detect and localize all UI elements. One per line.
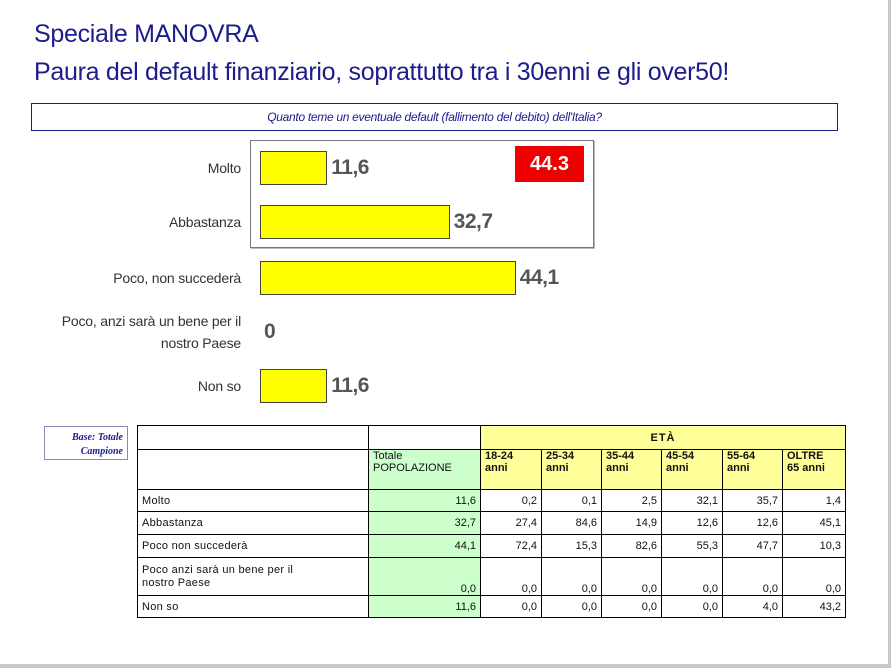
category-label: Poco, non succederà (113, 270, 241, 286)
column-header: Totale POPOLAZIONE (369, 450, 481, 490)
table-cell: 1,4 (783, 490, 846, 512)
category-label: Abbastanza (169, 214, 241, 230)
table-cell: 0,0 (723, 558, 783, 596)
category-label: Molto (207, 160, 241, 176)
table-cell: 0,0 (481, 596, 542, 618)
page-title: Speciale MANOVRA (34, 20, 259, 48)
table-cell: 0,0 (662, 558, 723, 596)
table-cell: 0,0 (783, 558, 846, 596)
bar (260, 369, 327, 403)
table-body (138, 490, 846, 618)
survey-question: Quanto teme un eventuale default (fallimento del debito) dell'Italia? (31, 103, 838, 131)
bar-value-label: 44,1 (519, 266, 559, 289)
table-cell: 32,1 (662, 490, 723, 512)
eta-header: ETÀ (481, 426, 846, 450)
table-cell: 11,6 (369, 490, 481, 512)
bar-value-label: 11,6 (331, 156, 369, 179)
page-subtitle: Paura del default finanziario, soprattutto tra i 30enni e gli over50! (34, 58, 730, 86)
column-header: 25-34 anni (542, 450, 602, 490)
table-cell: 2,5 (602, 490, 662, 512)
bar-value-label: 32,7 (453, 210, 493, 233)
row-label: Molto (138, 490, 369, 512)
column-header: 45-54 anni (662, 450, 723, 490)
table-cell: 27,4 (481, 512, 542, 535)
table-cell: 0,0 (602, 596, 662, 618)
table-cell: 35,7 (723, 490, 783, 512)
bar (260, 151, 327, 185)
column-header: OLTRE 65 anni (783, 450, 846, 490)
table-cell: 84,6 (542, 512, 602, 535)
table-cell: 0,0 (369, 558, 481, 596)
table-cell: 15,3 (542, 535, 602, 558)
table-corner-cell (138, 426, 369, 450)
table-cell: 11,6 (369, 596, 481, 618)
table-cell: 14,9 (602, 512, 662, 535)
category-label: Non so (197, 378, 241, 394)
table-cell: 0,0 (602, 558, 662, 596)
table-cell: 45,1 (783, 512, 846, 535)
table-cell: 12,6 (723, 512, 783, 535)
row-label: Poco non succederà (138, 535, 369, 558)
table-row (138, 490, 846, 512)
bar-value-label: 11,6 (331, 374, 369, 397)
table-cell: 0,0 (662, 596, 723, 618)
table-cell: 44,1 (369, 535, 481, 558)
column-header: 55-64 anni (723, 450, 783, 490)
table-cell: 82,6 (602, 535, 662, 558)
table-cell: 0,2 (481, 490, 542, 512)
bar (260, 261, 516, 295)
table-cell: 72,4 (481, 535, 542, 558)
table-row (138, 535, 846, 558)
table-row (138, 512, 846, 535)
table-cell: 12,6 (662, 512, 723, 535)
table-cell: 47,7 (723, 535, 783, 558)
table-cell: 10,3 (783, 535, 846, 558)
category-label: Poco, anzi sarà un bene per il nostro Paese (61, 313, 241, 351)
table-corner-cell (138, 450, 369, 490)
bar-value-label: 0 (264, 320, 276, 343)
row-label: Poco anzi sarà un bene per il nostro Paese (138, 558, 369, 596)
row-label: Abbastanza (138, 512, 369, 535)
age-breakdown-table (137, 425, 846, 618)
row-label: Non so (138, 596, 369, 618)
table-corner-cell (369, 426, 481, 450)
column-header: 18-24 anni (481, 450, 542, 490)
table-header-row (138, 450, 846, 490)
table-cell: 32,7 (369, 512, 481, 535)
table-cell: 43,2 (783, 596, 846, 618)
table-cell: 0,0 (542, 596, 602, 618)
table-cell: 0,0 (542, 558, 602, 596)
highlight-total-badge: 44.3 (515, 146, 584, 182)
table-row (138, 558, 846, 596)
window-frame-bottom (0, 664, 891, 668)
table-cell: 0,1 (542, 490, 602, 512)
column-header: 35-44 anni (602, 450, 662, 490)
bar (260, 205, 450, 239)
table-row (138, 596, 846, 618)
table-cell: 0,0 (481, 558, 542, 596)
table-cell: 4,0 (723, 596, 783, 618)
table-cell: 55,3 (662, 535, 723, 558)
base-note: Base: Totale Campione (44, 426, 128, 460)
